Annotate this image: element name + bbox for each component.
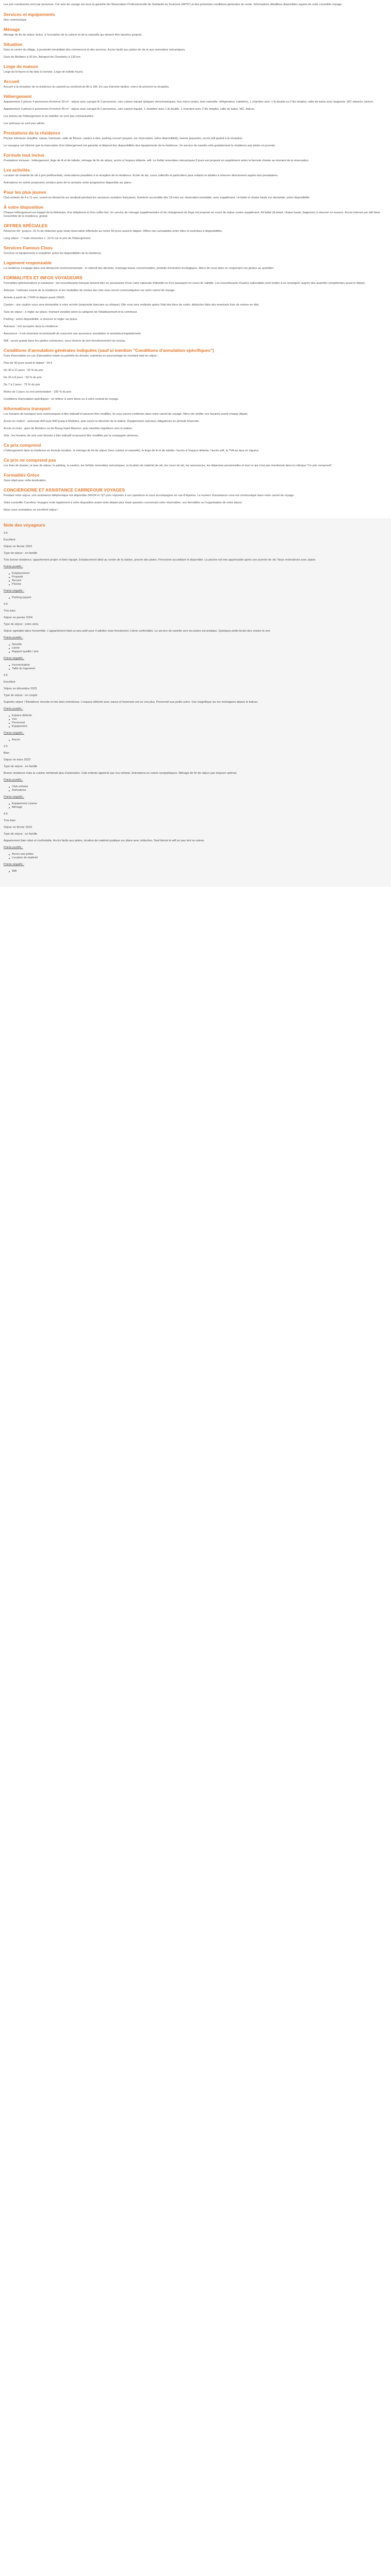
section-title: Services et équipements (4, 12, 55, 17)
review-positive-item: Piscine (9, 583, 387, 586)
review-negatives-list (4, 738, 387, 742)
section-title: Accueil (4, 79, 20, 84)
review-text: Très bonne résidence, appartement propre et bien équipé. Emplacement idéal au centre de la station, proche des pistes. Personnel accueillant et disponible. La piscine est très appréciable après une journée de ski. Nous reviendrons avec plaisir. (4, 558, 316, 562)
notes-title: Note des voyageurs (4, 522, 45, 528)
review-negative-item: Ménage (9, 806, 387, 809)
review-positives-list (4, 853, 387, 860)
section-paragraph: Frais d'annulation en cas d'annulation totale ou partielle du dossier, exprimés en pourcentage du montant total du séjour : (4, 354, 159, 358)
section-title: Services Famous Class (4, 245, 53, 250)
review-text: Bonne résidence mais la cuisine mériterait plus d'ustensiles. Club enfants apprécié par nos enfants. Animations en soirée sympathiques. Ménage de fin de séjour pas toujours optimal. (4, 772, 237, 775)
section-title: Informations transport (4, 406, 51, 411)
section-paragraph: Ménage de fin de séjour inclus, à l'exception de la cuisine et de la vaisselle qui doivent être laissées propres. (4, 33, 143, 37)
section-paragraph: Animations en soirée proposées certains jours de la semaine selon programme disponible sur place. (4, 181, 132, 184)
review-date: Séjour en février 2023 (4, 826, 32, 829)
review-author: Bien (4, 752, 10, 755)
review-positives-label: Points positifs : (4, 707, 23, 710)
review-positive-item: Vue (9, 718, 387, 721)
sections (4, 12, 387, 512)
review-negative-item: Taille du logement (9, 667, 387, 671)
section-title: Ce prix ne comprend pas (4, 457, 56, 463)
section-paragraph: Parking : selon disponibilité, à réserver et régler sur place. (4, 318, 78, 321)
review-positive-item: Équipement (9, 725, 387, 728)
intro-text: Les prix mentionnés sont par personne. Cet acte de voyage est sous la garantie de l'Association Professionnelle de Solidarité du Tourisme (APST) et des présentes conditions générales de vente. Informations détaillées disponibles auprès de votre conseiller voyage. (4, 3, 343, 6)
section-paragraph: Chaque hébergement est équipé de la télévision, d'un téléphone et d'un coffre-fort. Un service de ménage supplémentaire et de changement de linge est proposé en cours de séjour contre supplément. Kit bébé (lit pliant, chaise haute, baignoire) à réserver en avance. Accès internet par wifi dans l'ensemble de la résidence, gratuit. (4, 211, 380, 218)
review-author: Très bien (4, 819, 16, 822)
section-title: Situation (4, 42, 23, 47)
section-paragraph: Sans objet pour cette destination. (4, 479, 47, 482)
review-positive-item: Location de matériel (9, 856, 387, 860)
review-negative-item: Parking payant (9, 596, 387, 600)
review-positives-list (4, 785, 387, 792)
section-title: Logement responsable (4, 260, 52, 265)
review-type: Type de séjour : en famille (4, 765, 38, 768)
section-2 (4, 42, 387, 59)
section-title: Linge de maison (4, 64, 39, 69)
section-9 (4, 190, 387, 200)
section-8 (4, 167, 387, 185)
review-negative-item: Insonorisation (9, 664, 387, 667)
section-12 (4, 245, 387, 256)
review-positives-list (4, 714, 387, 728)
section-13 (4, 260, 387, 270)
review-positive-item: Accueil (9, 579, 387, 583)
review-date: Séjour en janvier 2024 (4, 616, 32, 619)
review-author: Très bien (4, 609, 16, 613)
review-negative-item: Équipement cuisine (9, 802, 387, 806)
review-negative-item: Aucun (9, 738, 387, 742)
section-paragraph: Long séjour : 7 nuits réservées = -10 % sur le prix de l'hébergement. (4, 237, 91, 240)
section-title: Les activités (4, 167, 30, 173)
review-positive-item: Personnel (9, 721, 387, 725)
section-paragraph: Accès en train : gare de Moûtiers ou de Bourg-Saint-Maurice, puis navettes régulières vers la station. (4, 427, 133, 430)
section-paragraph: Dans le centre du village, à proximité immédiate des commerces et des services. Accès facile aux pistes de ski et aux remontées mécaniques. (4, 48, 186, 52)
section-paragraph: Pendant votre séjour, une assistance téléphonique est disponible 24h/24 et 7j/7 pour répondre à vos questions et vous accompagner en cas d'imprévu. Le numéro d'assistance vous est communiqué dans votre carnet de voyage. (4, 494, 295, 497)
section-17 (4, 443, 387, 453)
section-paragraph: Accès en voiture : autoroute A43 puis N90 jusqu'à Moûtiers, puis suivre la direction de la station. Équipements spéciaux obligatoires en période hivernale. (4, 420, 200, 423)
section-title: Ménage (4, 27, 20, 32)
section-paragraph: De 7 à 2 jours : 75 % du prix (4, 383, 40, 386)
section-title: Hébergement (4, 94, 32, 99)
review-score: 4.5 (4, 674, 8, 677)
review-positive-item: Propreté (9, 575, 387, 579)
review-positives-label: Points positifs : (4, 636, 23, 639)
section-paragraph: Wifi : accès gratuit dans les parties communes, sous réserve du bon fonctionnement du réseau. (4, 340, 126, 343)
section-paragraph: Nous vous souhaitons un excellent séjour ! (4, 509, 59, 512)
review-negatives-list (4, 802, 387, 809)
section-paragraph: Services et équipements à compléter selon les disponibilités de la résidence. (4, 252, 102, 255)
section-paragraph: Les animaux ne sont pas admis. (4, 122, 45, 125)
section-paragraph: Animaux : non acceptés dans la résidence. (4, 325, 59, 328)
section-paragraph: Formalités administratives et sanitaires : les ressortissants français doivent être en possession d'une carte nationale d'identité ou d'un passeport en cours de validité. Les ressortissants d'autres nationalités sont invités à se renseigner auprès des autorités compétentes avant le départ. (4, 282, 366, 285)
section-paragraph: Non communiqué. (4, 19, 27, 22)
review-positive-item: Accès aux pistes (9, 853, 387, 856)
section-title: Ce prix comprend (4, 443, 41, 448)
section-paragraph: Appartement 3 pièces 6 personnes d'environ 45 m² : séjour avec canapé-lit 2 personnes, coin cuisine équipé, 1 chambre avec 1 lit double, 1 chambre avec 2 lits simples, salle de bains, WC, balcon. (4, 108, 255, 111)
review-text: Séjour agréable dans l'ensemble. L'appartement était un peu petit pour 4 adultes mais fonctionnel. Literie confortable. Le service de navette vers les pistes est pratique. Quelques petits bruits des voisins le soir. (4, 630, 271, 633)
section-paragraph: Réservez tôt : jusqu'à -15 % de réduction pour toute réservation effectuée au moins 60 jours avant le départ. Offres non cumulables entre elles et soumises à disponibilités. (4, 230, 223, 233)
section-paragraph: Moins de 2 jours ou non-présentation : 100 % du prix (4, 391, 72, 394)
section-paragraph: Linge de lit fourni et lits faits à l'arrivée. Linge de toilette fourni. (4, 71, 84, 74)
review-entry (4, 812, 387, 873)
section-paragraph: Gare de Moûtiers à 30 km. Aéroport de Chambéry à 130 km. (4, 56, 82, 59)
section-10 (4, 205, 387, 218)
section-16 (4, 406, 387, 438)
review-author: Excellent (4, 538, 15, 541)
review-text: Superbe séjour ! Résidence récente et très bien entretenue. L'espace détente avec sauna et hammam est un vrai plus. Personnel aux petits soins. Vue magnifique sur les montagnes depuis le balcon. (4, 701, 258, 704)
section-paragraph: Caution : une caution vous sera demandée à votre arrivée (empreinte bancaire ou chèque). Elle vous sera restituée après l'état des lieux de sortie, déduction faite des éventuels frais de remise en état. (4, 303, 259, 307)
review-negatives-list (4, 870, 387, 873)
review-positives-list (4, 643, 387, 654)
review-score: 4.0 (4, 603, 8, 606)
review-positive-item: Emplacement (9, 572, 387, 575)
section-3 (4, 64, 387, 74)
notes-entries (4, 532, 387, 873)
review-entry (4, 603, 387, 671)
section-20 (4, 487, 387, 512)
section-paragraph: Vols : les horaires de vols sont donnés à titre indicatif et peuvent être modifiés par la compagnie aérienne. (4, 434, 139, 437)
review-score: 4.5 (4, 532, 8, 535)
section-paragraph: De 20 à 8 jours : 50 % du prix (4, 376, 42, 379)
review-positive-item: Navette (9, 643, 387, 647)
review-negatives-label: Points négatifs : (4, 589, 24, 592)
review-type: Type de séjour : en couple (4, 694, 38, 697)
review-negatives-label: Points négatifs : (4, 795, 24, 799)
review-negatives-label: Points négatifs : (4, 863, 24, 866)
section-paragraph: Conditions d'annulation spécifiques : se référer à votre devis ou à votre contrat de voyage. (4, 398, 119, 401)
review-positive-item: Rapport qualité / prix (9, 650, 387, 654)
review-date: Séjour en décembre 2023 (4, 687, 37, 690)
section-paragraph: Club enfants de 4 à 11 ans, ouvert du dimanche au vendredi pendant les vacances scolaires françaises. Garderie accessible dès 18 mois sur réservation préalable, avec supplément. Lit bébé et chaise haute sur demande, selon disponibilité. (4, 196, 311, 199)
review-entry (4, 674, 387, 742)
section-paragraph: Accueil à la réception de la résidence du samedi au vendredi de 8h à 19h. En cas d'arrivée tardive, merci de prévenir la réception. (4, 86, 170, 89)
review-positive-item: Animations (9, 789, 387, 792)
section-paragraph: Les photos de l'hébergement et du mobilier ne sont pas contractuelles. (4, 115, 94, 118)
section-15 (4, 348, 387, 401)
section-paragraph: Assurance : il est vivement recommandé de souscrire une assurance annulation et assistance/rapatriement. (4, 332, 142, 335)
section-11 (4, 223, 387, 241)
section-title: OFFRES SPÉCIALES (4, 223, 48, 228)
section-1 (4, 27, 387, 37)
review-positives-list (4, 572, 387, 586)
section-paragraph: De 30 à 21 jours : 25 % du prix (4, 369, 43, 372)
section-title: Formule tout inclus (4, 152, 44, 158)
section-paragraph: La résidence s'engage dans une démarche environnementale : tri sélectif des déchets, éclairage basse consommation, produits d'entretien écologiques. Merci de nous aider en respectant ces gestes au quotidien. (4, 267, 274, 270)
section-title: Prestations de la résidence (4, 130, 61, 135)
section-title: Conditions d'annulation générales indiquées (sauf si mention "Conditions d'annulation spécifiques") (4, 348, 214, 353)
section-paragraph: L'hébergement dans la résidence en formule location, le ménage de fin de séjour (hors cuisine et vaisselle), le linge de lit et de toilette, l'accès à l'espace détente, l'accès wifi, la TVA au taux en vigueur. (4, 449, 259, 452)
section-title: Formalités Grèce (4, 472, 40, 478)
section-paragraph: Piscine intérieure chauffée, sauna, hammam, salle de fitness, casiers à skis, parking couvert (payant, sur réservation, selon disponibilité), laverie (payante), accès wifi gratuit à la réception. (4, 137, 243, 140)
section-paragraph: Arrivée à partir de 17h00 et départ avant 10h00. (4, 296, 66, 299)
section-paragraph: Taxe de séjour : à régler sur place, montant variable selon la catégorie de l'établissement et la commune. (4, 311, 138, 314)
notes-section (0, 518, 391, 887)
section-paragraph: Location de matériel de ski à prix préférentiels, réservations possibles à la réception de la résidence. École de ski, cours collectifs et particuliers pour enfants et adultes à réserver directement auprès des prestataires. (4, 174, 279, 177)
review-negatives-label: Points négatifs : (4, 732, 24, 735)
review-entry (4, 532, 387, 600)
section-paragraph: Adresse : l'adresse exacte de la résidence et les modalités de remise des clés vous seront communiquées sur votre carnet de voyage. (4, 289, 175, 292)
review-positive-item: Espace détente (9, 714, 387, 718)
review-negative-item: Wifi (9, 870, 387, 873)
review-negatives-label: Points négatifs : (4, 657, 24, 660)
review-positives-label: Points positifs : (4, 846, 23, 849)
review-date: Séjour en février 2024 (4, 545, 32, 548)
review-positives-label: Points positifs : (4, 778, 23, 782)
review-type: Type de séjour : en famille (4, 833, 38, 836)
review-type: Type de séjour : en famille (4, 552, 38, 555)
review-score: 3.5 (4, 745, 8, 748)
review-entry (4, 745, 387, 809)
review-positives-label: Points positifs : (4, 565, 23, 568)
section-paragraph: Les horaires de transport sont communiqués à titre indicatif et peuvent être modifiés. Ils vous seront confirmés dans votre carnet de voyage. Merci de vérifier vos horaires avant chaque départ. (4, 413, 249, 416)
section-paragraph: Prestations incluses : hébergement, linge de lit et de toilette, ménage de fin de séjour, accès à l'espace détente, wifi. Le forfait remontées mécaniques 6 jours est proposé en supplément selon la formule choisie au moment de la réservation. (4, 159, 309, 162)
section-title: À votre disposition (4, 205, 43, 210)
section-title: FORMALITÉS ET INFOS VOYAGEURS (4, 275, 83, 280)
section-paragraph: Les frais de dossier, la taxe de séjour, le parking, la caution, les forfaits remontées mécaniques, la location de matériel de ski, les cours de ski, les assurances, les dépenses personnelles et tout ce qui n'est pas mentionné dans la rubrique "Ce prix comprend". (4, 464, 333, 467)
document-body (0, 3, 391, 512)
section-7 (4, 152, 387, 163)
review-type: Type de séjour : entre amis (4, 623, 39, 626)
section-paragraph: Appartement 2 pièces 4 personnes d'environ 30 m² : séjour avec canapé-lit 2 personnes, coin cuisine équipé (plaques vitrocéramiques, four micro-ondes, lave-vaisselle, réfrigérateur, cafetière), 1 chambre avec 1 lit double ou 2 lits simples, salle de bains avec baignoire, WC séparés, balcon. (4, 100, 374, 104)
review-negatives-list (4, 664, 387, 671)
section-14 (4, 275, 387, 343)
section-6 (4, 130, 387, 148)
review-text: Appartement bien situé et confortable. Accès facile aux pistes, location de matériel pratique sur place avec réduction. Seul bémol le wifi un peu lent en soirée. (4, 839, 205, 842)
section-4 (4, 79, 387, 89)
section-title: Pour les plus jeunes (4, 190, 46, 195)
section-19 (4, 472, 387, 483)
review-positive-item: Literie (9, 647, 387, 650)
review-negatives-list (4, 596, 387, 600)
review-date: Séjour en mars 2023 (4, 758, 30, 761)
section-0 (4, 12, 387, 22)
review-positive-item: Club enfants (9, 785, 387, 789)
section-paragraph: Votre conseiller Carrefour Voyages reste également à votre disposition avant votre départ pour toute question concernant votre réservation, vos formalités ou l'organisation de votre séjour. (4, 501, 242, 504)
review-score: 4.0 (4, 812, 8, 816)
section-18 (4, 457, 387, 468)
review-author: Excellent (4, 681, 15, 684)
section-paragraph: Plus de 30 jours avant le départ : 30 € (4, 362, 53, 365)
section-paragraph: Le voyageur est informé que la réservation d'un hébergement est garantie et dépend des disponibilités des équipements de la résidence. Un service de navette relie gratuitement la résidence aux pistes en journée. (4, 144, 276, 147)
section-5 (4, 94, 387, 126)
section-title: CONCIERGERIE ET ASSISTANCE CARREFOUR VOYAGES (4, 487, 125, 493)
